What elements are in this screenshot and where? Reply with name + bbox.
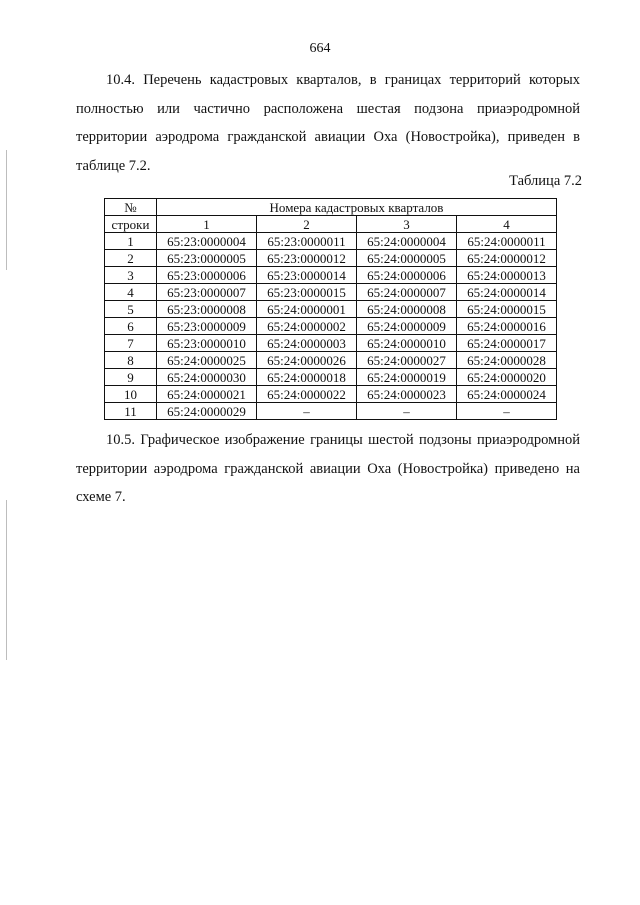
- cadastral-number-cell: 65:24:0000009: [357, 318, 457, 335]
- cadastral-number-cell: 65:24:0000021: [157, 386, 257, 403]
- row-number-cell: 6: [105, 318, 157, 335]
- group-header: Номера кадастровых кварталов: [157, 199, 557, 216]
- cadastral-number-cell: 65:24:0000023: [357, 386, 457, 403]
- cadastral-quarters-table: [104, 198, 557, 420]
- table-row: [105, 352, 557, 369]
- cadastral-number-cell: 65:24:0000007: [357, 284, 457, 301]
- cadastral-number-cell: 65:24:0000027: [357, 352, 457, 369]
- cadastral-number-cell: 65:23:0000010: [157, 335, 257, 352]
- cadastral-number-cell: 65:24:0000024: [457, 386, 557, 403]
- cadastral-number-cell: 65:23:0000014: [257, 267, 357, 284]
- table-row: [105, 267, 557, 284]
- table-row: [105, 369, 557, 386]
- column-header: 4: [457, 216, 557, 233]
- cadastral-number-cell: 65:23:0000015: [257, 284, 357, 301]
- cadastral-number-cell: 65:24:0000019: [357, 369, 457, 386]
- column-header: 1: [157, 216, 257, 233]
- cadastral-number-cell: –: [457, 403, 557, 420]
- cadastral-number-cell: 65:24:0000003: [257, 335, 357, 352]
- scan-edge-mark: [6, 150, 7, 270]
- cadastral-number-cell: 65:24:0000008: [357, 301, 457, 318]
- paragraph-10-4: 10.4. Перечень кадастровых кварталов, в границах территорий которых полностью или частично расположена шестая подзона приаэродромной территории аэродрома гражданской авиации Оха (Новостройка), приведен в таблице 7.2.: [76, 72, 580, 174]
- cadastral-number-cell: 65:24:0000020: [457, 369, 557, 386]
- cadastral-number-cell: 65:24:0000025: [157, 352, 257, 369]
- cadastral-number-cell: 65:23:0000009: [157, 318, 257, 335]
- cadastral-number-cell: 65:24:0000002: [257, 318, 357, 335]
- cadastral-number-cell: 65:24:0000022: [257, 386, 357, 403]
- column-header: 2: [257, 216, 357, 233]
- table-row: [105, 250, 557, 267]
- column-header: 3: [357, 216, 457, 233]
- cadastral-number-cell: 65:24:0000005: [357, 250, 457, 267]
- cadastral-number-cell: 65:24:0000011: [457, 233, 557, 250]
- cadastral-number-cell: 65:24:0000013: [457, 267, 557, 284]
- cadastral-number-cell: 65:23:0000006: [157, 267, 257, 284]
- table-subheader-row: [105, 216, 557, 233]
- row-number-cell: 3: [105, 267, 157, 284]
- cadastral-number-cell: 65:23:0000004: [157, 233, 257, 250]
- cadastral-number-cell: –: [357, 403, 457, 420]
- row-number-header-top: №: [105, 199, 157, 216]
- table-row: [105, 233, 557, 250]
- cadastral-number-cell: 65:24:0000017: [457, 335, 557, 352]
- cadastral-number-cell: 65:23:0000008: [157, 301, 257, 318]
- cadastral-number-cell: 65:24:0000030: [157, 369, 257, 386]
- table-row: [105, 335, 557, 352]
- table-caption: Таблица 7.2: [509, 173, 582, 189]
- row-number-cell: 9: [105, 369, 157, 386]
- table-row: [105, 386, 557, 403]
- row-number-cell: 7: [105, 335, 157, 352]
- table-header-row: [105, 199, 557, 216]
- row-number-cell: 10: [105, 386, 157, 403]
- row-number-cell: 8: [105, 352, 157, 369]
- cadastral-number-cell: 65:24:0000010: [357, 335, 457, 352]
- cadastral-number-cell: 65:23:0000012: [257, 250, 357, 267]
- cadastral-number-cell: 65:24:0000012: [457, 250, 557, 267]
- row-number-cell: 5: [105, 301, 157, 318]
- row-number-cell: 2: [105, 250, 157, 267]
- cadastral-number-cell: 65:24:0000006: [357, 267, 457, 284]
- table-row: [105, 284, 557, 301]
- scan-edge-mark: [6, 500, 7, 660]
- cadastral-number-cell: 65:23:0000011: [257, 233, 357, 250]
- row-number-header-bottom: строки: [105, 216, 157, 233]
- table-row: [105, 301, 557, 318]
- cadastral-number-cell: 65:23:0000005: [157, 250, 257, 267]
- row-number-cell: 11: [105, 403, 157, 420]
- table-row: [105, 318, 557, 335]
- cadastral-number-cell: 65:24:0000014: [457, 284, 557, 301]
- cadastral-number-cell: 65:24:0000028: [457, 352, 557, 369]
- row-number-cell: 1: [105, 233, 157, 250]
- page-number: 664: [309, 41, 331, 56]
- cadastral-number-cell: –: [257, 403, 357, 420]
- cadastral-number-cell: 65:24:0000018: [257, 369, 357, 386]
- paragraph-10-5: 10.5. Графическое изображение границы шестой подзоны приаэродромной территории аэродрома гражданской авиации Оха (Новостройка) приведено на схеме 7.: [76, 432, 580, 505]
- cadastral-number-cell: 65:24:0000016: [457, 318, 557, 335]
- cadastral-number-cell: 65:24:0000001: [257, 301, 357, 318]
- cadastral-number-cell: 65:24:0000015: [457, 301, 557, 318]
- cadastral-number-cell: 65:23:0000007: [157, 284, 257, 301]
- row-number-cell: 4: [105, 284, 157, 301]
- table-row: [105, 403, 557, 420]
- cadastral-number-cell: 65:24:0000026: [257, 352, 357, 369]
- cadastral-number-cell: 65:24:0000004: [357, 233, 457, 250]
- cadastral-number-cell: 65:24:0000029: [157, 403, 257, 420]
